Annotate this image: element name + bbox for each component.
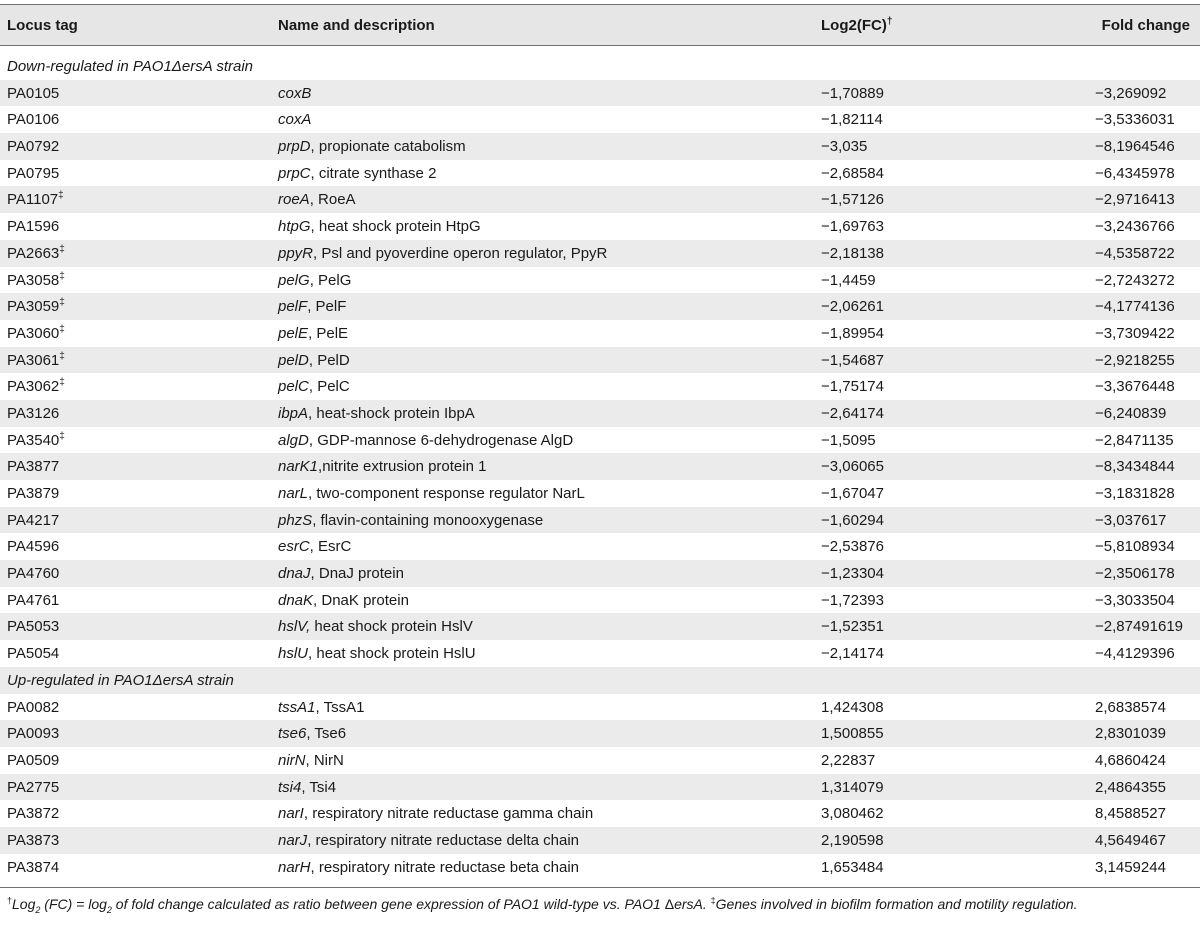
biofilm-mark: ‡ (59, 243, 65, 255)
cell-locus-tag (7, 725, 59, 742)
cell-name-description (278, 191, 356, 208)
gene-description: , PelC (308, 378, 350, 396)
biofilm-mark: ‡ (59, 350, 65, 362)
cell-name-description (278, 378, 350, 395)
cell-fold-change: −2,3506178 (1095, 565, 1175, 583)
cell-fold-change: −3,2436766 (1095, 218, 1175, 236)
gene-name: algD (278, 431, 309, 449)
gene-description: , respiratory nitrate reductase gamma chain (303, 805, 594, 823)
cell-name-description (278, 218, 481, 235)
cell-name-description (278, 165, 436, 182)
gene-description: ,nitrite extrusion protein 1 (318, 458, 487, 476)
cell-name-description (278, 832, 579, 849)
cell-fold-change: −3,1831828 (1095, 485, 1175, 502)
table-row (0, 533, 1200, 560)
gene-name: tssA1 (278, 698, 316, 716)
gene-description: , PelG (309, 271, 352, 289)
gene-description: , GDP-mannose 6-dehydrogenase AlgD (308, 431, 574, 449)
cell-locus-tag (7, 111, 59, 128)
table-row (0, 293, 1200, 320)
biofilm-mark: ‡ (59, 323, 65, 335)
cell-fold-change: −3,3033504 (1095, 591, 1175, 609)
cell-fold-change: −2,87491619 (1095, 618, 1184, 636)
gene-name: narH (278, 858, 311, 876)
gene-name: pelG (278, 271, 310, 289)
cell-locus-tag (7, 352, 65, 369)
cell-log2fc: −1,70889 (821, 84, 884, 102)
header-log2fc-label: Log2(FC) (821, 17, 887, 34)
cell-name-description (278, 458, 486, 475)
table-row (0, 400, 1200, 427)
cell-fold-change: −2,9716413 (1095, 191, 1175, 209)
cell-locus-tag (7, 779, 59, 796)
cell-fold-change: −6,4345978 (1095, 164, 1175, 182)
gene-description: , Psl and pyoverdine operon regulator, PpyR (313, 244, 608, 262)
table-row (0, 160, 1200, 187)
cell-locus-tag (7, 85, 59, 102)
cell-fold-change: 8,4588527 (1095, 805, 1166, 823)
cell-name-description (278, 565, 404, 582)
locus-tag-text: PA3061 (7, 351, 60, 369)
table-row (0, 427, 1200, 454)
cell-log2fc: 1,314079 (821, 778, 884, 796)
cell-log2fc: −1,4459 (821, 271, 876, 289)
cell-log2fc: 1,424308 (821, 698, 884, 716)
gene-name: pelE (278, 324, 309, 342)
gene-description: , Tsi4 (301, 778, 337, 796)
cell-log2fc: −1,72393 (821, 591, 884, 609)
cell-name-description (278, 272, 351, 289)
table-row (0, 827, 1200, 854)
cell-name-description (278, 352, 350, 369)
cell-log2fc: −1,23304 (821, 565, 884, 583)
cell-name-description (278, 298, 346, 315)
cell-name-description (278, 325, 348, 342)
gene-name: htpG (278, 218, 311, 236)
locus-tag-text: PA2775 (7, 778, 60, 796)
cell-log2fc: 1,653484 (821, 858, 884, 876)
gene-name: narL (278, 485, 309, 502)
cell-locus-tag (7, 378, 65, 395)
cell-locus-tag (7, 592, 59, 609)
footnote-text-5: Genes involved in biofilm formation and motility regulation. (715, 896, 1078, 912)
cell-locus-tag (7, 699, 59, 716)
cell-log2fc: −2,06261 (821, 298, 884, 316)
gene-name: hslV, (278, 618, 311, 636)
cell-fold-change: −3,7309422 (1095, 324, 1175, 342)
gene-description: , DnaK protein (313, 591, 409, 609)
cell-locus-tag (7, 298, 65, 315)
cell-locus-tag (7, 805, 59, 822)
footnote-mark-double-dagger: ‡ (710, 895, 716, 906)
header-rule (0, 45, 1200, 46)
cell-log2fc: 2,190598 (821, 831, 884, 849)
biofilm-mark: ‡ (59, 377, 65, 389)
locus-tag-text: PA4217 (7, 511, 60, 529)
cell-locus-tag (7, 618, 59, 635)
footnote-text-1: Log (12, 896, 36, 912)
cell-name-description (278, 245, 607, 262)
gene-description: , propionate catabolism (310, 138, 466, 156)
footnote-text-3: of fold change calculated as ratio between gene expression of PAO1 wild-type vs. PAO1 (111, 896, 665, 912)
cell-log2fc: −3,06065 (821, 458, 884, 476)
cell-locus-tag (7, 138, 59, 155)
cell-name-description (278, 805, 593, 822)
cell-locus-tag (7, 191, 64, 208)
gene-description: heat shock protein HslV (310, 618, 473, 636)
cell-log2fc: 3,080462 (821, 805, 884, 823)
gene-description: , respiratory nitrate reductase delta chain (307, 831, 579, 849)
gene-name: dnaK (278, 591, 314, 609)
table-row (0, 240, 1200, 267)
gene-name: tsi4 (278, 778, 302, 796)
header-locus-tag: Locus tag (7, 17, 78, 34)
table-row (0, 347, 1200, 374)
gene-name: pelF (278, 298, 308, 316)
gene-description: , heat shock protein HtpG (310, 218, 481, 236)
cell-log2fc: −1,75174 (821, 378, 884, 396)
gene-description: , NirN (305, 751, 344, 769)
footnote-sub-1: 2 (35, 904, 41, 915)
cell-name-description (278, 779, 336, 796)
cell-log2fc: −2,18138 (821, 244, 884, 262)
locus-tag-text: PA5054 (7, 645, 60, 663)
cell-fold-change: −3,5336031 (1095, 111, 1175, 129)
gene-description: , DnaJ protein (310, 565, 404, 583)
gene-description: , Tse6 (306, 725, 347, 743)
cell-name-description (278, 138, 466, 155)
locus-tag-text: PA2663 (7, 244, 60, 262)
table-row (0, 320, 1200, 347)
cell-locus-tag (7, 245, 65, 262)
gene-description: , PelD (308, 351, 350, 369)
gene-description: , heat shock protein HslU (308, 645, 476, 663)
table-row (0, 267, 1200, 294)
table-footnote (7, 895, 1193, 914)
locus-tag-text: PA0792 (7, 138, 60, 156)
cell-log2fc: −2,68584 (821, 164, 884, 182)
cell-name-description (278, 592, 409, 609)
gene-description: , heat-shock protein IbpA (308, 404, 475, 422)
locus-tag-text: PA0509 (7, 751, 60, 769)
gene-name: esrC (278, 538, 310, 556)
locus-tag-text: PA3058 (7, 271, 60, 289)
header-log2fc (821, 17, 892, 34)
footnote-delta: Δ (664, 896, 675, 912)
cell-name-description (278, 699, 364, 716)
locus-tag-text: PA0093 (7, 725, 60, 743)
gene-name: narK1 (278, 458, 319, 476)
footnote-text-2: (FC) = log (40, 896, 107, 912)
cell-locus-tag (7, 218, 59, 235)
gene-description: , PelF (307, 298, 347, 316)
cell-log2fc: −3,035 (821, 138, 868, 156)
section-row (0, 667, 1200, 694)
cell-locus-tag (7, 832, 59, 849)
header-log2fc-mark: † (886, 16, 893, 27)
footnote-text-4: ersA. (674, 896, 711, 912)
gene-description: , citrate synthase 2 (310, 164, 437, 182)
cell-log2fc: −1,82114 (821, 111, 883, 129)
locus-tag-text: PA4761 (7, 591, 60, 609)
table-row (0, 694, 1200, 721)
table-row (0, 186, 1200, 213)
cell-fold-change: 2,8301039 (1095, 725, 1166, 743)
biofilm-mark: ‡ (58, 190, 64, 202)
cell-fold-change: 2,6838574 (1095, 698, 1166, 716)
cell-fold-change: −2,9218255 (1095, 351, 1175, 369)
gene-name: pelD (278, 351, 309, 369)
table-row (0, 587, 1200, 614)
cell-locus-tag (7, 565, 59, 582)
header-name-description: Name and description (278, 17, 435, 34)
cell-log2fc: −1,69763 (821, 218, 884, 236)
table-header (0, 5, 1200, 45)
cell-name-description (278, 725, 346, 742)
table-row (0, 80, 1200, 107)
cell-name-description (278, 618, 473, 635)
biofilm-mark: ‡ (59, 270, 65, 282)
cell-log2fc: 2,22837 (821, 751, 876, 769)
cell-fold-change: −4,1774136 (1095, 298, 1175, 316)
section-title: Up-regulated in PAO1ΔersA strain (7, 671, 234, 689)
gene-name: roeA (278, 191, 310, 209)
cell-fold-change: −4,5358722 (1095, 244, 1175, 262)
table-row (0, 480, 1200, 507)
locus-tag-text: PA0106 (7, 111, 60, 129)
cell-fold-change: −6,240839 (1095, 404, 1167, 422)
cell-fold-change: −3,037617 (1095, 511, 1167, 529)
header-fold-change: Fold change (1101, 17, 1190, 34)
cell-name-description (278, 752, 344, 769)
cell-locus-tag (7, 645, 59, 662)
cell-name-description (278, 85, 311, 102)
locus-tag-text: PA3873 (7, 831, 60, 849)
cell-fold-change: −8,1964546 (1095, 138, 1175, 156)
cell-locus-tag (7, 432, 65, 449)
cell-locus-tag (7, 485, 59, 502)
table-row (0, 613, 1200, 640)
locus-tag-text: PA3540 (7, 431, 60, 449)
gene-description: , TssA1 (315, 698, 365, 716)
locus-tag-text: PA3874 (7, 858, 60, 876)
cell-locus-tag (7, 538, 59, 555)
cell-log2fc: −1,57126 (821, 191, 884, 209)
cell-fold-change: −2,8471135 (1095, 431, 1174, 449)
gene-name: narJ (278, 831, 308, 849)
footnote-sub-2: 2 (106, 904, 112, 915)
cell-name-description (278, 405, 475, 422)
cell-log2fc: −1,60294 (821, 511, 884, 529)
table-row (0, 747, 1200, 774)
gene-name: pelC (278, 378, 309, 396)
table-row (0, 453, 1200, 480)
cell-name-description (278, 432, 573, 449)
gene-name: ibpA (278, 404, 309, 422)
cell-fold-change: 3,1459244 (1095, 858, 1166, 876)
cell-log2fc: −1,89954 (821, 324, 884, 342)
table-row (0, 133, 1200, 160)
table-row (0, 507, 1200, 534)
cell-log2fc: −2,53876 (821, 538, 884, 556)
cell-fold-change: −8,3434844 (1095, 458, 1175, 476)
gene-name: coxA (278, 111, 312, 129)
cell-locus-tag (7, 272, 65, 289)
table-row (0, 560, 1200, 587)
cell-locus-tag (7, 859, 59, 876)
cell-fold-change: −3,269092 (1095, 84, 1167, 102)
locus-tag-text: PA5053 (7, 618, 60, 636)
table-row (0, 800, 1200, 827)
cell-fold-change: 4,5649467 (1095, 831, 1166, 849)
gene-name: dnaJ (278, 565, 311, 583)
biofilm-mark: ‡ (59, 297, 65, 309)
cell-log2fc: −2,64174 (821, 404, 884, 422)
gene-description: , PelE (308, 324, 349, 342)
section-row (0, 53, 1200, 80)
cell-name-description (278, 111, 311, 128)
cell-locus-tag (7, 458, 59, 475)
cell-name-description (278, 538, 351, 555)
cell-name-description (278, 485, 585, 502)
gene-name: narI (278, 805, 304, 823)
gene-description: , respiratory nitrate reductase beta chain (310, 858, 579, 876)
table-row (0, 854, 1200, 881)
cell-fold-change: 2,4864355 (1095, 778, 1166, 796)
section-title: Down-regulated in PAO1ΔersA strain (7, 58, 254, 75)
locus-tag-text: PA0795 (7, 164, 60, 182)
cell-log2fc: −1,67047 (821, 485, 884, 502)
cell-fold-change: −3,3676448 (1095, 378, 1175, 396)
cell-log2fc: −2,14174 (821, 645, 884, 663)
cell-locus-tag (7, 325, 65, 342)
table-row (0, 373, 1200, 400)
locus-tag-text: PA3059 (7, 298, 60, 316)
biofilm-mark: ‡ (59, 430, 65, 442)
locus-tag-text: PA4596 (7, 538, 60, 556)
footnote-mark-dagger: † (7, 895, 13, 906)
gene-name: nirN (278, 751, 306, 769)
table-row (0, 720, 1200, 747)
table-body (0, 53, 1200, 880)
gene-name: coxB (278, 84, 312, 102)
cell-fold-change: −2,7243272 (1095, 271, 1175, 289)
gene-name: ppyR (278, 244, 314, 262)
locus-tag-text: PA3126 (7, 404, 60, 422)
locus-tag-text: PA0082 (7, 698, 60, 716)
cell-name-description (278, 645, 476, 662)
table-row (0, 774, 1200, 801)
cell-locus-tag (7, 752, 59, 769)
cell-locus-tag (7, 512, 59, 529)
locus-tag-text: PA4760 (7, 565, 60, 583)
table-row (0, 213, 1200, 240)
locus-tag-text: PA3062 (7, 378, 60, 396)
gene-description: , EsrC (309, 538, 352, 556)
cell-fold-change: −5,8108934 (1095, 538, 1175, 556)
locus-tag-text: PA3877 (7, 458, 60, 476)
table-row (0, 640, 1200, 667)
gene-description: , two-component response regulator NarL (308, 485, 585, 502)
locus-tag-text: PA0105 (7, 84, 60, 102)
cell-log2fc: −1,54687 (821, 351, 884, 369)
gene-description: , RoeA (309, 191, 356, 209)
cell-locus-tag (7, 165, 59, 182)
cell-fold-change: −4,4129396 (1095, 645, 1175, 663)
cell-log2fc: −1,52351 (821, 618, 884, 636)
locus-tag-text: PA3879 (7, 485, 60, 502)
gene-name: prpC (278, 164, 311, 182)
locus-tag-text: PA1596 (7, 218, 60, 236)
locus-tag-text: PA3872 (7, 805, 60, 823)
locus-tag-text: PA3060 (7, 324, 60, 342)
table-row (0, 106, 1200, 133)
cell-log2fc: −1,5095 (821, 431, 876, 449)
cell-log2fc: 1,500855 (821, 725, 884, 743)
cell-locus-tag (7, 405, 59, 422)
cell-name-description (278, 859, 579, 876)
bottom-rule (0, 887, 1200, 888)
locus-tag-text: PA1107 (7, 191, 59, 209)
gene-name: prpD (278, 138, 311, 156)
gene-name: tse6 (278, 725, 307, 743)
cell-fold-change: 4,6860424 (1095, 751, 1166, 769)
cell-name-description (278, 512, 543, 529)
gene-name: hslU (278, 645, 309, 663)
gene-name: phzS (278, 511, 313, 529)
gene-description: , flavin-containing monooxygenase (312, 511, 544, 529)
